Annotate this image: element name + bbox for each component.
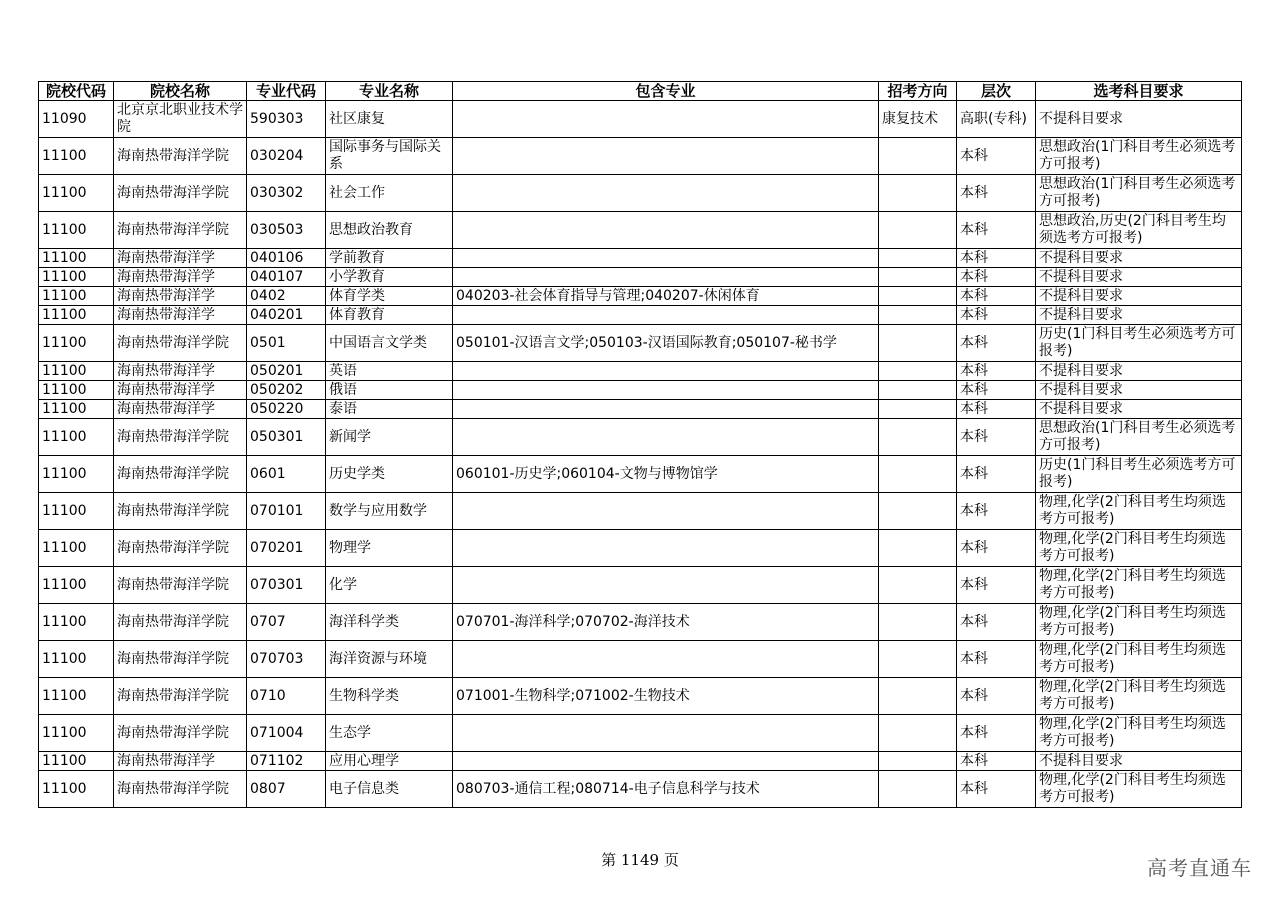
cell-subject-requirement: 物理,化学(2门科目考生均须选考方可报考) <box>1036 604 1242 641</box>
cell-school-name: 海南热带海洋学 <box>114 287 247 306</box>
cell-included-majors <box>453 138 879 175</box>
cell-included-majors <box>453 752 879 771</box>
cell-subject-requirement: 历史(1门科目考生必须选考方可报考) <box>1036 325 1242 362</box>
cell-school-name: 海南热带海洋学 <box>114 752 247 771</box>
table-row <box>39 325 1242 362</box>
cell-direction <box>879 493 957 530</box>
cell-subject-requirement: 物理,化学(2门科目考生均须选考方可报考) <box>1036 678 1242 715</box>
cell-school-code: 11100 <box>39 678 114 715</box>
cell-included-majors: 040203-社会体育指导与管理;040207-休闲体育 <box>453 287 879 306</box>
cell-major-code: 0707 <box>247 604 326 641</box>
cell-school-code: 11100 <box>39 419 114 456</box>
cell-school-code: 11100 <box>39 641 114 678</box>
cell-major-name: 体育教育 <box>326 306 453 325</box>
cell-direction <box>879 138 957 175</box>
cell-included-majors <box>453 567 879 604</box>
table-row <box>39 306 1242 325</box>
admission-table <box>38 81 1242 808</box>
cell-included-majors <box>453 400 879 419</box>
cell-included-majors <box>453 268 879 287</box>
cell-major-name: 数学与应用数学 <box>326 493 453 530</box>
cell-major-name: 国际事务与国际关系 <box>326 138 453 175</box>
cell-school-code: 11100 <box>39 752 114 771</box>
cell-included-majors <box>453 306 879 325</box>
cell-level: 本科 <box>957 456 1036 493</box>
cell-major-code: 030302 <box>247 175 326 212</box>
cell-school-name: 海南热带海洋学院 <box>114 138 247 175</box>
cell-subject-requirement: 不提科目要求 <box>1036 752 1242 771</box>
cell-direction <box>879 362 957 381</box>
cell-subject-requirement: 思想政治(1门科目考生必须选考方可报考) <box>1036 138 1242 175</box>
cell-school-code: 11100 <box>39 287 114 306</box>
table-row <box>39 400 1242 419</box>
cell-major-name: 应用心理学 <box>326 752 453 771</box>
cell-major-code: 0501 <box>247 325 326 362</box>
cell-major-name: 思想政治教育 <box>326 212 453 249</box>
cell-included-majors <box>453 530 879 567</box>
cell-major-code: 0402 <box>247 287 326 306</box>
cell-major-name: 新闻学 <box>326 419 453 456</box>
cell-subject-requirement: 不提科目要求 <box>1036 101 1242 138</box>
cell-major-code: 040201 <box>247 306 326 325</box>
cell-direction <box>879 175 957 212</box>
cell-subject-requirement: 不提科目要求 <box>1036 381 1242 400</box>
cell-school-code: 11100 <box>39 306 114 325</box>
cell-subject-requirement: 物理,化学(2门科目考生均须选考方可报考) <box>1036 567 1242 604</box>
table-row <box>39 381 1242 400</box>
cell-school-code: 11100 <box>39 771 114 808</box>
cell-level: 本科 <box>957 325 1036 362</box>
cell-school-code: 11100 <box>39 381 114 400</box>
cell-school-name: 海南热带海洋学院 <box>114 175 247 212</box>
cell-subject-requirement: 不提科目要求 <box>1036 249 1242 268</box>
table-row <box>39 678 1242 715</box>
cell-school-name: 海南热带海洋学 <box>114 306 247 325</box>
cell-direction <box>879 249 957 268</box>
table-row <box>39 530 1242 567</box>
cell-direction <box>879 268 957 287</box>
cell-subject-requirement: 物理,化学(2门科目考生均须选考方可报考) <box>1036 641 1242 678</box>
cell-major-code: 070703 <box>247 641 326 678</box>
cell-subject-requirement: 物理,化学(2门科目考生均须选考方可报考) <box>1036 530 1242 567</box>
col-header-school-code: 院校代码 <box>39 82 114 101</box>
cell-school-name: 海南热带海洋学院 <box>114 678 247 715</box>
cell-subject-requirement: 物理,化学(2门科目考生均须选考方可报考) <box>1036 493 1242 530</box>
col-header-subject-requirement: 选考科目要求 <box>1036 82 1242 101</box>
cell-level: 本科 <box>957 400 1036 419</box>
cell-included-majors <box>453 641 879 678</box>
cell-included-majors <box>453 362 879 381</box>
table-row <box>39 419 1242 456</box>
cell-school-name: 海南热带海洋学 <box>114 381 247 400</box>
cell-major-name: 化学 <box>326 567 453 604</box>
cell-level: 本科 <box>957 138 1036 175</box>
cell-level: 本科 <box>957 362 1036 381</box>
col-header-direction: 招考方向 <box>879 82 957 101</box>
cell-school-code: 11100 <box>39 493 114 530</box>
cell-level: 本科 <box>957 678 1036 715</box>
cell-major-code: 030503 <box>247 212 326 249</box>
cell-level: 本科 <box>957 715 1036 752</box>
cell-school-name: 海南热带海洋学院 <box>114 325 247 362</box>
cell-major-code: 050202 <box>247 381 326 400</box>
cell-included-majors: 060101-历史学;060104-文物与博物馆学 <box>453 456 879 493</box>
cell-major-name: 泰语 <box>326 400 453 419</box>
cell-school-name: 海南热带海洋学 <box>114 249 247 268</box>
cell-major-code: 050220 <box>247 400 326 419</box>
cell-school-code: 11100 <box>39 138 114 175</box>
cell-major-name: 社区康复 <box>326 101 453 138</box>
cell-level: 本科 <box>957 530 1036 567</box>
col-header-included-majors: 包含专业 <box>453 82 879 101</box>
table-body <box>39 101 1242 808</box>
table-row <box>39 567 1242 604</box>
table-row <box>39 715 1242 752</box>
header-row <box>39 82 1242 101</box>
cell-direction <box>879 604 957 641</box>
cell-school-name: 海南热带海洋学院 <box>114 419 247 456</box>
cell-school-code: 11100 <box>39 175 114 212</box>
cell-school-name: 海南热带海洋学院 <box>114 212 247 249</box>
cell-school-name: 海南热带海洋学院 <box>114 567 247 604</box>
cell-subject-requirement: 不提科目要求 <box>1036 400 1242 419</box>
cell-included-majors <box>453 419 879 456</box>
cell-included-majors <box>453 175 879 212</box>
table-row <box>39 752 1242 771</box>
cell-major-name: 电子信息类 <box>326 771 453 808</box>
cell-subject-requirement: 不提科目要求 <box>1036 268 1242 287</box>
cell-school-name: 海南热带海洋学院 <box>114 604 247 641</box>
cell-school-name: 海南热带海洋学 <box>114 362 247 381</box>
cell-level: 本科 <box>957 604 1036 641</box>
table-row <box>39 604 1242 641</box>
cell-subject-requirement: 思想政治,历史(2门科目考生均须选考方可报考) <box>1036 212 1242 249</box>
cell-school-name: 海南热带海洋学院 <box>114 493 247 530</box>
cell-major-code: 050301 <box>247 419 326 456</box>
cell-level: 本科 <box>957 381 1036 400</box>
cell-major-code: 040106 <box>247 249 326 268</box>
cell-level: 本科 <box>957 752 1036 771</box>
cell-school-name: 海南热带海洋学院 <box>114 456 247 493</box>
cell-major-code: 050201 <box>247 362 326 381</box>
cell-direction <box>879 325 957 362</box>
table-row <box>39 493 1242 530</box>
table-row <box>39 175 1242 212</box>
cell-major-code: 0710 <box>247 678 326 715</box>
cell-subject-requirement: 思想政治(1门科目考生必须选考方可报考) <box>1036 175 1242 212</box>
cell-included-majors <box>453 101 879 138</box>
cell-major-name: 中国语言文学类 <box>326 325 453 362</box>
cell-school-name: 海南热带海洋学 <box>114 268 247 287</box>
cell-included-majors <box>453 249 879 268</box>
cell-level: 本科 <box>957 212 1036 249</box>
cell-school-code: 11100 <box>39 400 114 419</box>
cell-major-name: 社会工作 <box>326 175 453 212</box>
col-header-major-name: 专业名称 <box>326 82 453 101</box>
table-row <box>39 138 1242 175</box>
col-header-major-code: 专业代码 <box>247 82 326 101</box>
cell-level: 本科 <box>957 268 1036 287</box>
table-row <box>39 287 1242 306</box>
cell-school-code: 11090 <box>39 101 114 138</box>
cell-school-code: 11100 <box>39 604 114 641</box>
cell-major-name: 生物科学类 <box>326 678 453 715</box>
cell-direction <box>879 530 957 567</box>
cell-major-code: 040107 <box>247 268 326 287</box>
cell-included-majors: 080703-通信工程;080714-电子信息科学与技术 <box>453 771 879 808</box>
cell-major-code: 070101 <box>247 493 326 530</box>
cell-direction <box>879 752 957 771</box>
cell-direction <box>879 678 957 715</box>
cell-level: 本科 <box>957 567 1036 604</box>
cell-subject-requirement: 物理,化学(2门科目考生均须选考方可报考) <box>1036 771 1242 808</box>
cell-included-majors <box>453 493 879 530</box>
cell-school-code: 11100 <box>39 325 114 362</box>
cell-major-name: 历史学类 <box>326 456 453 493</box>
cell-major-name: 海洋科学类 <box>326 604 453 641</box>
cell-direction <box>879 419 957 456</box>
cell-major-code: 070301 <box>247 567 326 604</box>
cell-subject-requirement: 历史(1门科目考生必须选考方可报考) <box>1036 456 1242 493</box>
cell-major-code: 070201 <box>247 530 326 567</box>
table-row <box>39 101 1242 138</box>
cell-direction <box>879 287 957 306</box>
cell-major-name: 学前教育 <box>326 249 453 268</box>
cell-school-code: 11100 <box>39 715 114 752</box>
cell-level: 本科 <box>957 249 1036 268</box>
cell-school-name: 海南热带海洋学院 <box>114 530 247 567</box>
cell-major-code: 0601 <box>247 456 326 493</box>
cell-major-code: 071102 <box>247 752 326 771</box>
cell-direction <box>879 400 957 419</box>
cell-major-code: 590303 <box>247 101 326 138</box>
cell-major-name: 物理学 <box>326 530 453 567</box>
cell-included-majors <box>453 381 879 400</box>
cell-level: 本科 <box>957 175 1036 212</box>
cell-level: 本科 <box>957 641 1036 678</box>
cell-direction <box>879 381 957 400</box>
table-row <box>39 771 1242 808</box>
cell-school-name: 北京京北职业技术学院 <box>114 101 247 138</box>
table-row <box>39 641 1242 678</box>
cell-direction: 康复技术 <box>879 101 957 138</box>
table-row <box>39 456 1242 493</box>
cell-school-name: 海南热带海洋学 <box>114 400 247 419</box>
cell-school-code: 11100 <box>39 567 114 604</box>
cell-school-code: 11100 <box>39 249 114 268</box>
cell-included-majors: 050101-汉语言文学;050103-汉语国际教育;050107-秘书学 <box>453 325 879 362</box>
cell-level: 本科 <box>957 493 1036 530</box>
table-row <box>39 212 1242 249</box>
cell-school-code: 11100 <box>39 212 114 249</box>
cell-major-name: 小学教育 <box>326 268 453 287</box>
cell-level: 本科 <box>957 771 1036 808</box>
cell-school-name: 海南热带海洋学院 <box>114 771 247 808</box>
cell-included-majors <box>453 715 879 752</box>
table-row <box>39 249 1242 268</box>
cell-school-code: 11100 <box>39 530 114 567</box>
cell-subject-requirement: 物理,化学(2门科目考生均须选考方可报考) <box>1036 715 1242 752</box>
cell-level: 本科 <box>957 419 1036 456</box>
cell-level: 高职(专科) <box>957 101 1036 138</box>
cell-major-name: 生态学 <box>326 715 453 752</box>
cell-subject-requirement: 思想政治(1门科目考生必须选考方可报考) <box>1036 419 1242 456</box>
cell-level: 本科 <box>957 306 1036 325</box>
cell-included-majors: 070701-海洋科学;070702-海洋技术 <box>453 604 879 641</box>
cell-school-code: 11100 <box>39 362 114 381</box>
cell-major-name: 体育学类 <box>326 287 453 306</box>
cell-major-code: 071004 <box>247 715 326 752</box>
cell-direction <box>879 715 957 752</box>
cell-direction <box>879 771 957 808</box>
cell-school-code: 11100 <box>39 456 114 493</box>
cell-direction <box>879 212 957 249</box>
cell-school-code: 11100 <box>39 268 114 287</box>
cell-direction <box>879 306 957 325</box>
table-row <box>39 268 1242 287</box>
col-header-school-name: 院校名称 <box>114 82 247 101</box>
cell-direction <box>879 567 957 604</box>
cell-direction <box>879 641 957 678</box>
cell-school-name: 海南热带海洋学院 <box>114 641 247 678</box>
cell-major-code: 030204 <box>247 138 326 175</box>
cell-major-name: 海洋资源与环境 <box>326 641 453 678</box>
cell-major-code: 0807 <box>247 771 326 808</box>
cell-major-name: 俄语 <box>326 381 453 400</box>
cell-school-name: 海南热带海洋学院 <box>114 715 247 752</box>
cell-subject-requirement: 不提科目要求 <box>1036 287 1242 306</box>
cell-level: 本科 <box>957 287 1036 306</box>
cell-major-name: 英语 <box>326 362 453 381</box>
cell-subject-requirement: 不提科目要求 <box>1036 362 1242 381</box>
cell-subject-requirement: 不提科目要求 <box>1036 306 1242 325</box>
table-row <box>39 362 1242 381</box>
page-number: 第 1149 页 <box>601 851 679 869</box>
watermark: 高考直通车 <box>1147 856 1252 880</box>
col-header-level: 层次 <box>957 82 1036 101</box>
cell-included-majors: 071001-生物科学;071002-生物技术 <box>453 678 879 715</box>
cell-direction <box>879 456 957 493</box>
cell-included-majors <box>453 212 879 249</box>
